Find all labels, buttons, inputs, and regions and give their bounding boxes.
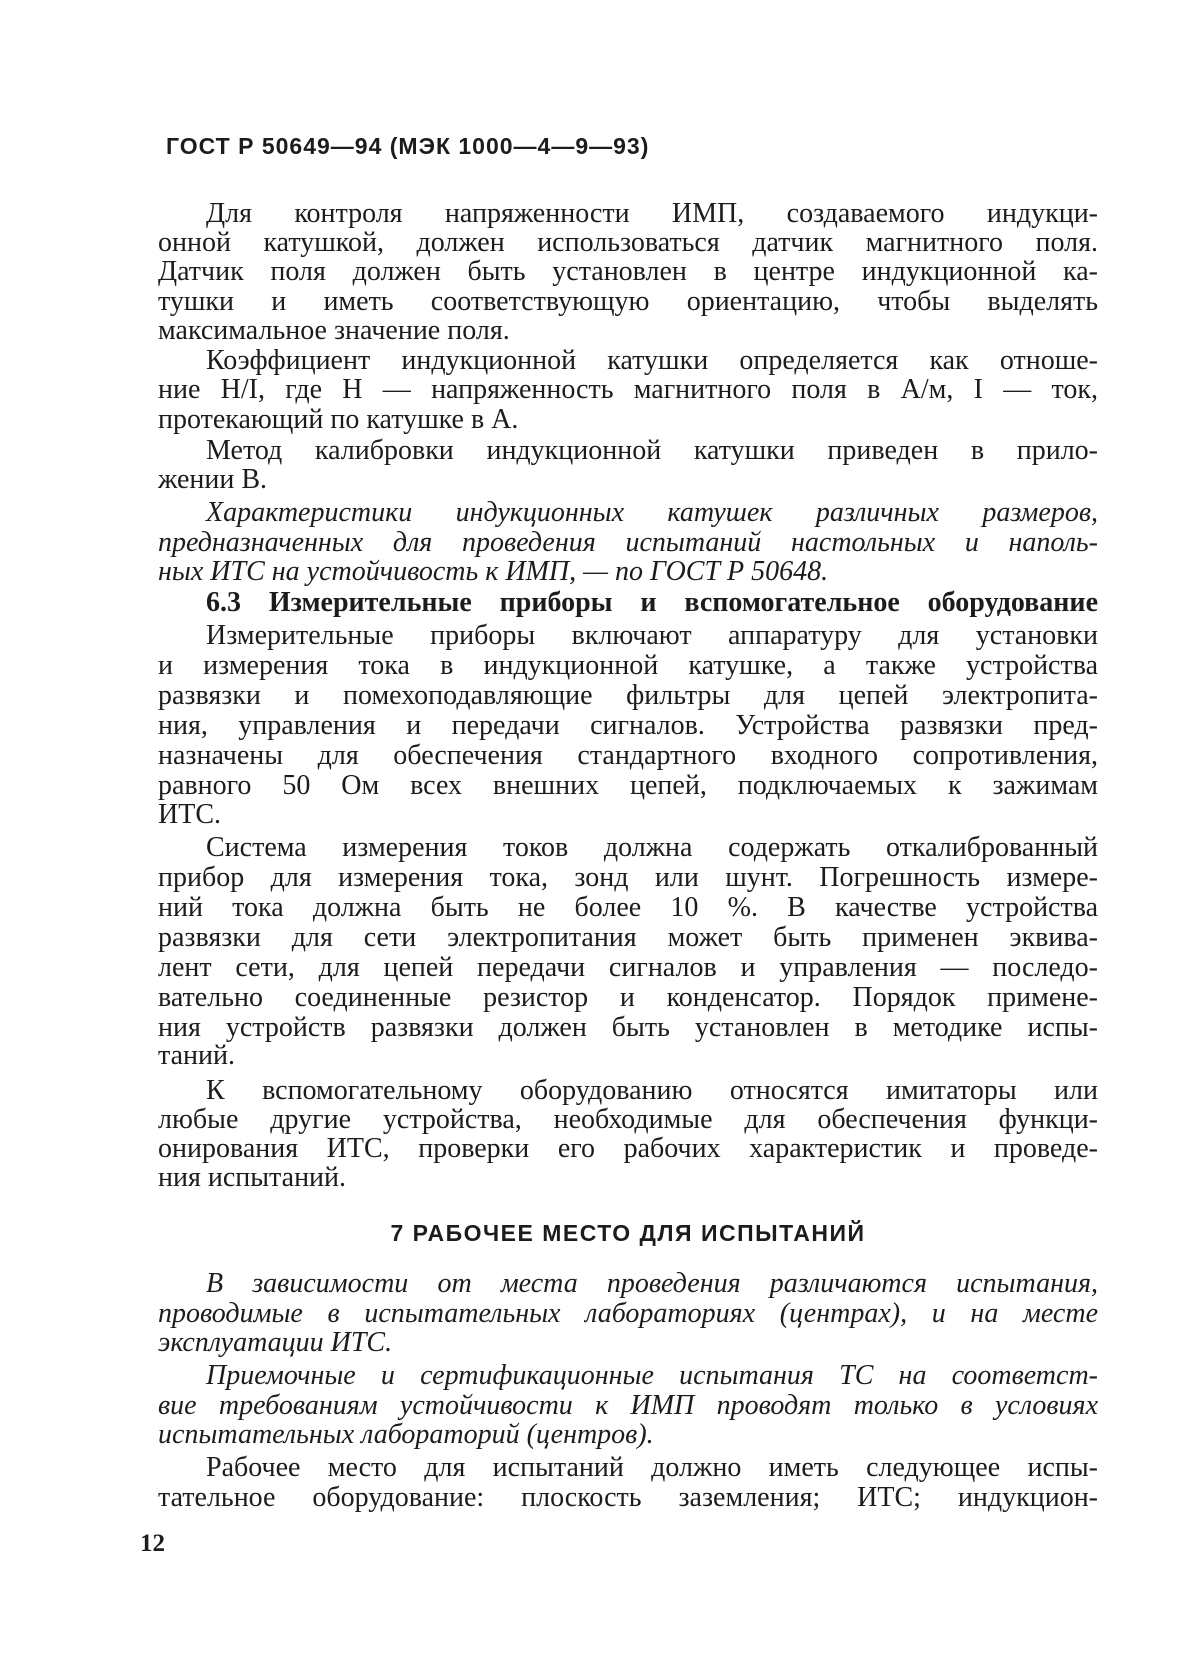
text-line: протекающий по катушке в А. <box>158 404 519 435</box>
text-line: К вспомогательному оборудованию относятся имитаторы или <box>206 1075 1098 1106</box>
section-heading: 7 РАБОЧЕЕ МЕСТО ДЛЯ ИСПЫТАНИЙ <box>390 1220 866 1246</box>
text-line: Датчик поля должен быть установлен в центре индукционной ка- <box>158 256 1098 287</box>
text-line: ния, управления и передачи сигналов. Устройства развязки пред- <box>158 710 1098 741</box>
text-line: Метод калибровки индукционной катушки приведен в прило- <box>206 435 1098 466</box>
text-line: максимальное значение поля. <box>158 315 510 346</box>
text-line: онной катушкой, должен использоваться датчик магнитного поля. <box>158 227 1098 258</box>
text-line: развязки для сети электропитания может быть применен эквива- <box>158 922 1098 953</box>
text-line: ИТС. <box>158 799 221 830</box>
text-line: ний тока должна быть не более 10 %. В качестве устройства <box>158 892 1098 923</box>
text-line: тушки и иметь соответствующую ориентацию, чтобы выделять <box>158 286 1098 317</box>
text-line: Рабочее место для испытаний должно иметь следующее испы- <box>206 1452 1098 1483</box>
text-line: равного 50 Ом всех внешних цепей, подключаемых к зажимам <box>158 770 1098 801</box>
text-line: ных ИТС на устойчивость к ИМП, — по ГОСТ Р 50648. <box>158 556 829 587</box>
text-line: ние H/I, где H — напряженность магнитного поля в А/м, I — ток, <box>158 374 1098 405</box>
text-line: лент сети, для цепей передачи сигналов и управления — последо- <box>158 952 1098 983</box>
text-line: прибор для измерения тока, зонд или шунт. Погрешность измере- <box>158 862 1098 893</box>
text-line: эксплуатации ИТС. <box>158 1327 393 1358</box>
text-line: Приемочные и сертификационные испытания ТС на соответст- <box>206 1360 1098 1391</box>
text-line: тательное оборудование: плоскость заземления; ИТС; индукцион- <box>158 1482 1098 1513</box>
text-line: Для контроля напряженности ИМП, создаваемого индукци- <box>206 198 1098 229</box>
text-line: назначены для обеспечения стандартного входного сопротивления, <box>158 740 1098 771</box>
text-line: вие требованиям устойчивости к ИМП проводят только в условиях <box>158 1390 1098 1421</box>
text-line: Система измерения токов должна содержать откалиброванный <box>206 832 1098 863</box>
text-line: предназначенных для проведения испытаний настольных и наполь- <box>158 527 1098 558</box>
text-line: жении В. <box>158 464 268 495</box>
text-line: развязки и помехоподавляющие фильтры для цепей электропита- <box>158 680 1098 711</box>
page-number: 12 <box>140 1530 165 1557</box>
subsection-heading: 6.3 Измерительные приборы и вспомогательное оборудование <box>206 587 1098 618</box>
text-line: таний. <box>158 1040 235 1071</box>
text-line: Коэффициент индукционной катушки определяется как отноше- <box>206 345 1098 376</box>
text-line: вательно соединенные резистор и конденсатор. Порядок примене- <box>158 982 1098 1013</box>
text-line: ния испытаний. <box>158 1162 347 1193</box>
text-line: онирования ИТС, проверки его рабочих характеристик и проведе- <box>158 1133 1098 1164</box>
text-line: Измерительные приборы включают аппаратуру для установки <box>206 620 1098 651</box>
text-line: ния устройств развязки должен быть установлен в методике испы- <box>158 1012 1098 1043</box>
text-line: В зависимости от места проведения различаются испытания, <box>206 1268 1098 1299</box>
text-line: проводимые в испытательных лабораториях (центрах), и на месте <box>158 1298 1098 1329</box>
text-line: любые другие устройства, необходимые для обеспечения функци- <box>158 1104 1098 1135</box>
document-header: ГОСТ Р 50649—94 (МЭК 1000—4—9—93) <box>166 133 650 159</box>
text-line: и измерения тока в индукционной катушке, а также устройства <box>158 650 1098 681</box>
text-line: Характеристики индукционных катушек различных размеров, <box>206 497 1098 528</box>
text-line: испытательных лабораторий (центров). <box>158 1419 654 1450</box>
